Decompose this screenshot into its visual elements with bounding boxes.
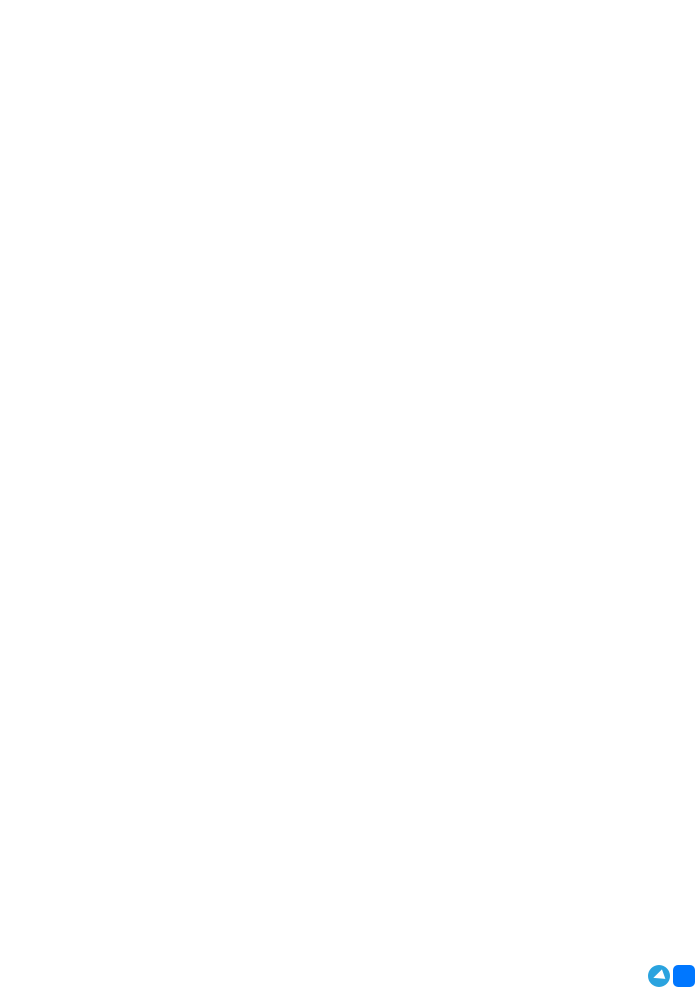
section-hole <box>50 450 660 672</box>
section-sausage <box>50 688 660 843</box>
section-lapki <box>50 64 660 182</box>
footer-watermark <box>648 965 698 987</box>
document-body <box>50 48 660 859</box>
vk-icon[interactable] <box>673 965 695 987</box>
telegram-icon[interactable] <box>648 965 670 987</box>
section-body <box>50 198 660 434</box>
